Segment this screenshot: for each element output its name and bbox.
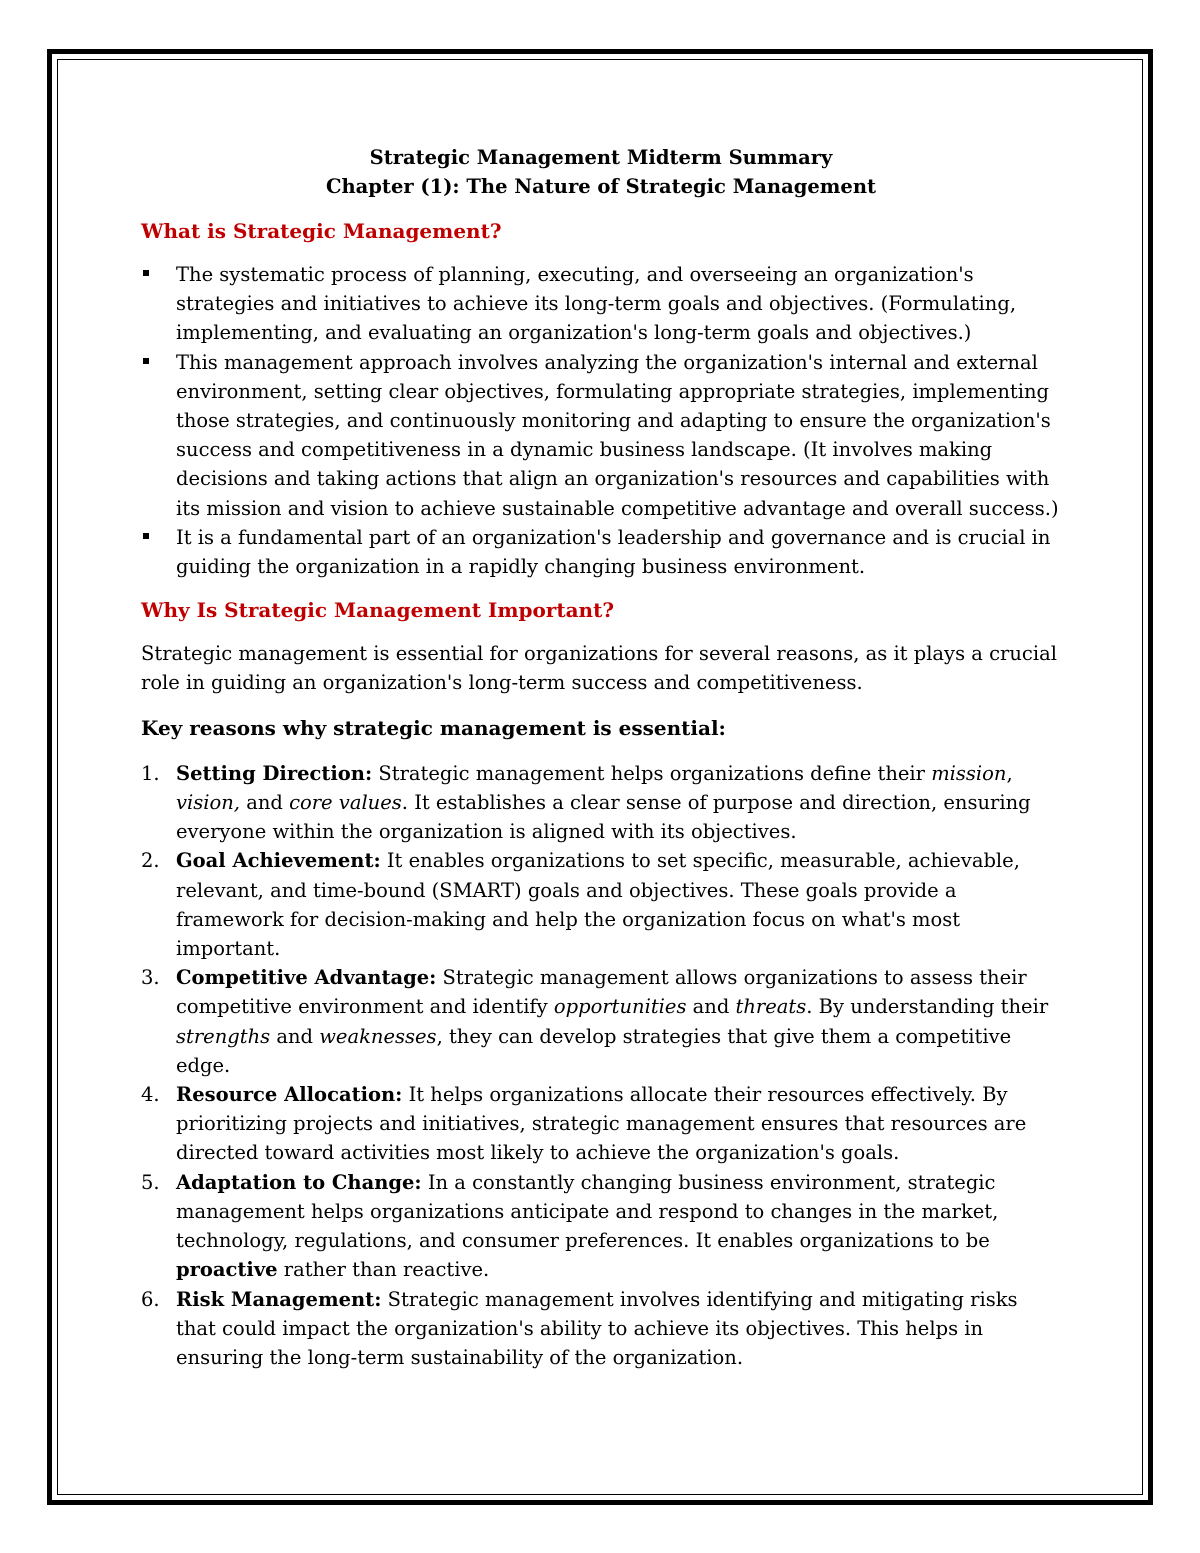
list-item [141, 1168, 1061, 1285]
item-emphasis: weaknesses [319, 1024, 437, 1048]
bullet-text: The systematic process of planning, executing, and overseeing an organization's strategies and initiatives to achieve its long-term goals and objectives. (Formulating, implementing, and evaluating an organization's long-term goals and objectives.) [176, 263, 1017, 345]
item-emphasis: mission [931, 761, 1007, 785]
item-text: and [686, 995, 736, 1019]
definition-bullet-list [141, 260, 1061, 581]
item-number: 6. [141, 1287, 160, 1311]
item-emphasis: vision, [176, 791, 240, 815]
item-text: Strategic management helps organizations define their [372, 761, 932, 785]
square-bullet-icon [143, 533, 149, 539]
document-content [141, 143, 1061, 1372]
item-number: 3. [141, 966, 160, 990]
item-text: Strategic management involves identifying and mitigating risks that could impact the organization's ability to achieve its objectives. This helps in ensuring the long-term sustainability of the organization. [176, 1287, 1018, 1369]
section-heading-what-is: What is Strategic Management? [141, 219, 502, 243]
item-term: Resource Allocation: [176, 1083, 403, 1107]
document-title: Strategic Management Midterm Summary [369, 146, 833, 169]
title-block [141, 143, 1061, 201]
intro-paragraph: Strategic management is essential for organizations for several reasons, as it plays a crucial role in guiding an organization's long-term success and competitiveness. [141, 642, 1057, 695]
list-item [141, 1285, 1061, 1373]
item-term: Goal Achievement: [176, 849, 381, 873]
list-item [141, 348, 1061, 523]
item-number: 4. [141, 1083, 160, 1107]
list-item [141, 759, 1061, 847]
square-bullet-icon [143, 270, 149, 276]
document-subtitle: Chapter (1): The Nature of Strategic Management [325, 175, 877, 198]
key-reasons-heading: Key reasons why strategic management is essential: [141, 715, 726, 740]
item-term: Competitive Advantage: [176, 966, 437, 990]
item-emphasis: core values [289, 791, 402, 815]
item-number: 2. [141, 849, 160, 873]
item-text: Strategic management allows organizations to assess their competitive environment and identify [176, 966, 1027, 1019]
item-text: and [270, 1024, 320, 1048]
key-reasons-list [141, 759, 1061, 1372]
item-strong: proactive [176, 1258, 278, 1282]
list-item [141, 963, 1061, 1080]
item-term: Setting Direction: [176, 761, 373, 785]
list-item [141, 260, 1061, 348]
bullet-text: It is a fundamental part of an organization's leadership and governance and is crucial in guiding the organization in a rapidly changing business environment. [176, 525, 1051, 579]
item-text: , they can develop strategies that give them a competitive edge. [176, 1024, 1012, 1077]
item-term: Risk Management: [176, 1287, 382, 1311]
item-text: In a constantly changing business environment, strategic management helps organizations anticipate and respond to changes in the market, technology, regulations, and consumer preferences. It enables organizations to be [176, 1170, 999, 1253]
item-number: 1. [141, 761, 160, 785]
item-text: It enables organizations to set specific, measurable, achievable, relevant, and time-bound (SMART) goals and objectives. These goals provide a framework for decision-making and help the organization focus on what's most important. [176, 849, 1020, 961]
item-term: Adaptation to Change: [176, 1170, 422, 1194]
item-emphasis: opportunities [553, 995, 687, 1019]
square-bullet-icon [143, 358, 149, 364]
bullet-text: This management approach involves analyzing the organization's internal and external environment, setting clear objectives, formulating appropriate strategies, implementing those strategies, and continuously monitoring and adapting to ensure the organization's success and competitiveness in a dynamic business landscape. (It involves making decisions and taking actions that align an organization's resources and capabilities with its mission and vision to achieve sustainable competitive advantage and overall success.) [176, 350, 1059, 520]
item-text: . By understanding their [806, 995, 1049, 1019]
section-heading-why-important: Why Is Strategic Management Important? [141, 598, 615, 623]
item-text: . It establishes a clear sense of purpose and direction, ensuring everyone within the organization is aligned with its objectives. [176, 791, 1031, 844]
item-emphasis: strengths [176, 1024, 271, 1048]
list-item [141, 523, 1061, 581]
item-number: 5. [141, 1170, 160, 1194]
item-text: rather than reactive. [277, 1258, 490, 1282]
list-item [141, 846, 1061, 963]
item-text: , [1006, 761, 1013, 785]
item-text: and [240, 791, 290, 815]
item-text: It helps organizations allocate their resources effectively. By prioritizing projects and initiatives, strategic management ensures that resources are directed toward activities most likely to achieve the organization's goals. [176, 1083, 1027, 1165]
list-item [141, 1080, 1061, 1168]
item-emphasis: threats [735, 995, 807, 1019]
